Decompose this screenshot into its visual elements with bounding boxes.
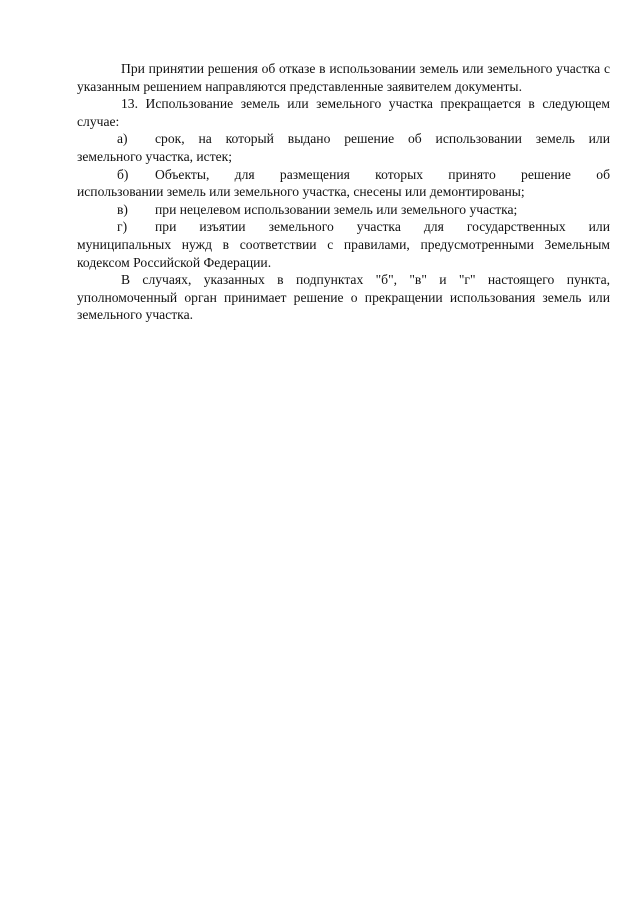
list-item-v-text: при нецелевом использовании земель или земельного участка; bbox=[155, 201, 518, 217]
list-marker-g: г) bbox=[117, 219, 128, 235]
list-item-v bbox=[77, 201, 610, 219]
list-marker-a: а) bbox=[117, 131, 128, 147]
list-marker-v: в) bbox=[117, 201, 128, 217]
list-item-a-text: срок, на который выдано решение об использовании земель или bbox=[155, 131, 610, 147]
paragraph-termination-decision: В случаях, указанных в подпунктах "б", "в" и "г" настоящего пункта, уполномоченный орган принимает решение о прекращении использования земель или земельного участка. bbox=[77, 272, 610, 323]
list-marker-b: б) bbox=[117, 166, 129, 182]
list-item-g bbox=[77, 218, 610, 271]
list-item-b bbox=[77, 166, 610, 201]
paragraph-13-heading: 13. Использование земель или земельного участка прекращается в следующем случае: bbox=[77, 96, 610, 129]
list-item-a bbox=[77, 130, 610, 165]
document-text bbox=[77, 60, 610, 324]
list-item-b-text: Объекты, для размещения которых принято решение об bbox=[155, 166, 610, 182]
list-item-a-continuation: земельного участка, истек; bbox=[77, 148, 233, 164]
paragraph-refusal-documents: При принятии решения об отказе в использовании земель или земельного участка с указанным решением направляются представленные заявителем документы. bbox=[77, 61, 610, 94]
list-item-g-text: при изъятии земельного участка для государственных или bbox=[155, 219, 610, 235]
list-item-g-continuation: муниципальных нужд в соответствии с правилами, предусмотренными Земельным кодексом Российской Федерации. bbox=[77, 236, 610, 270]
list-item-b-continuation: использовании земель или земельного участка, снесены или демонтированы; bbox=[77, 184, 525, 200]
